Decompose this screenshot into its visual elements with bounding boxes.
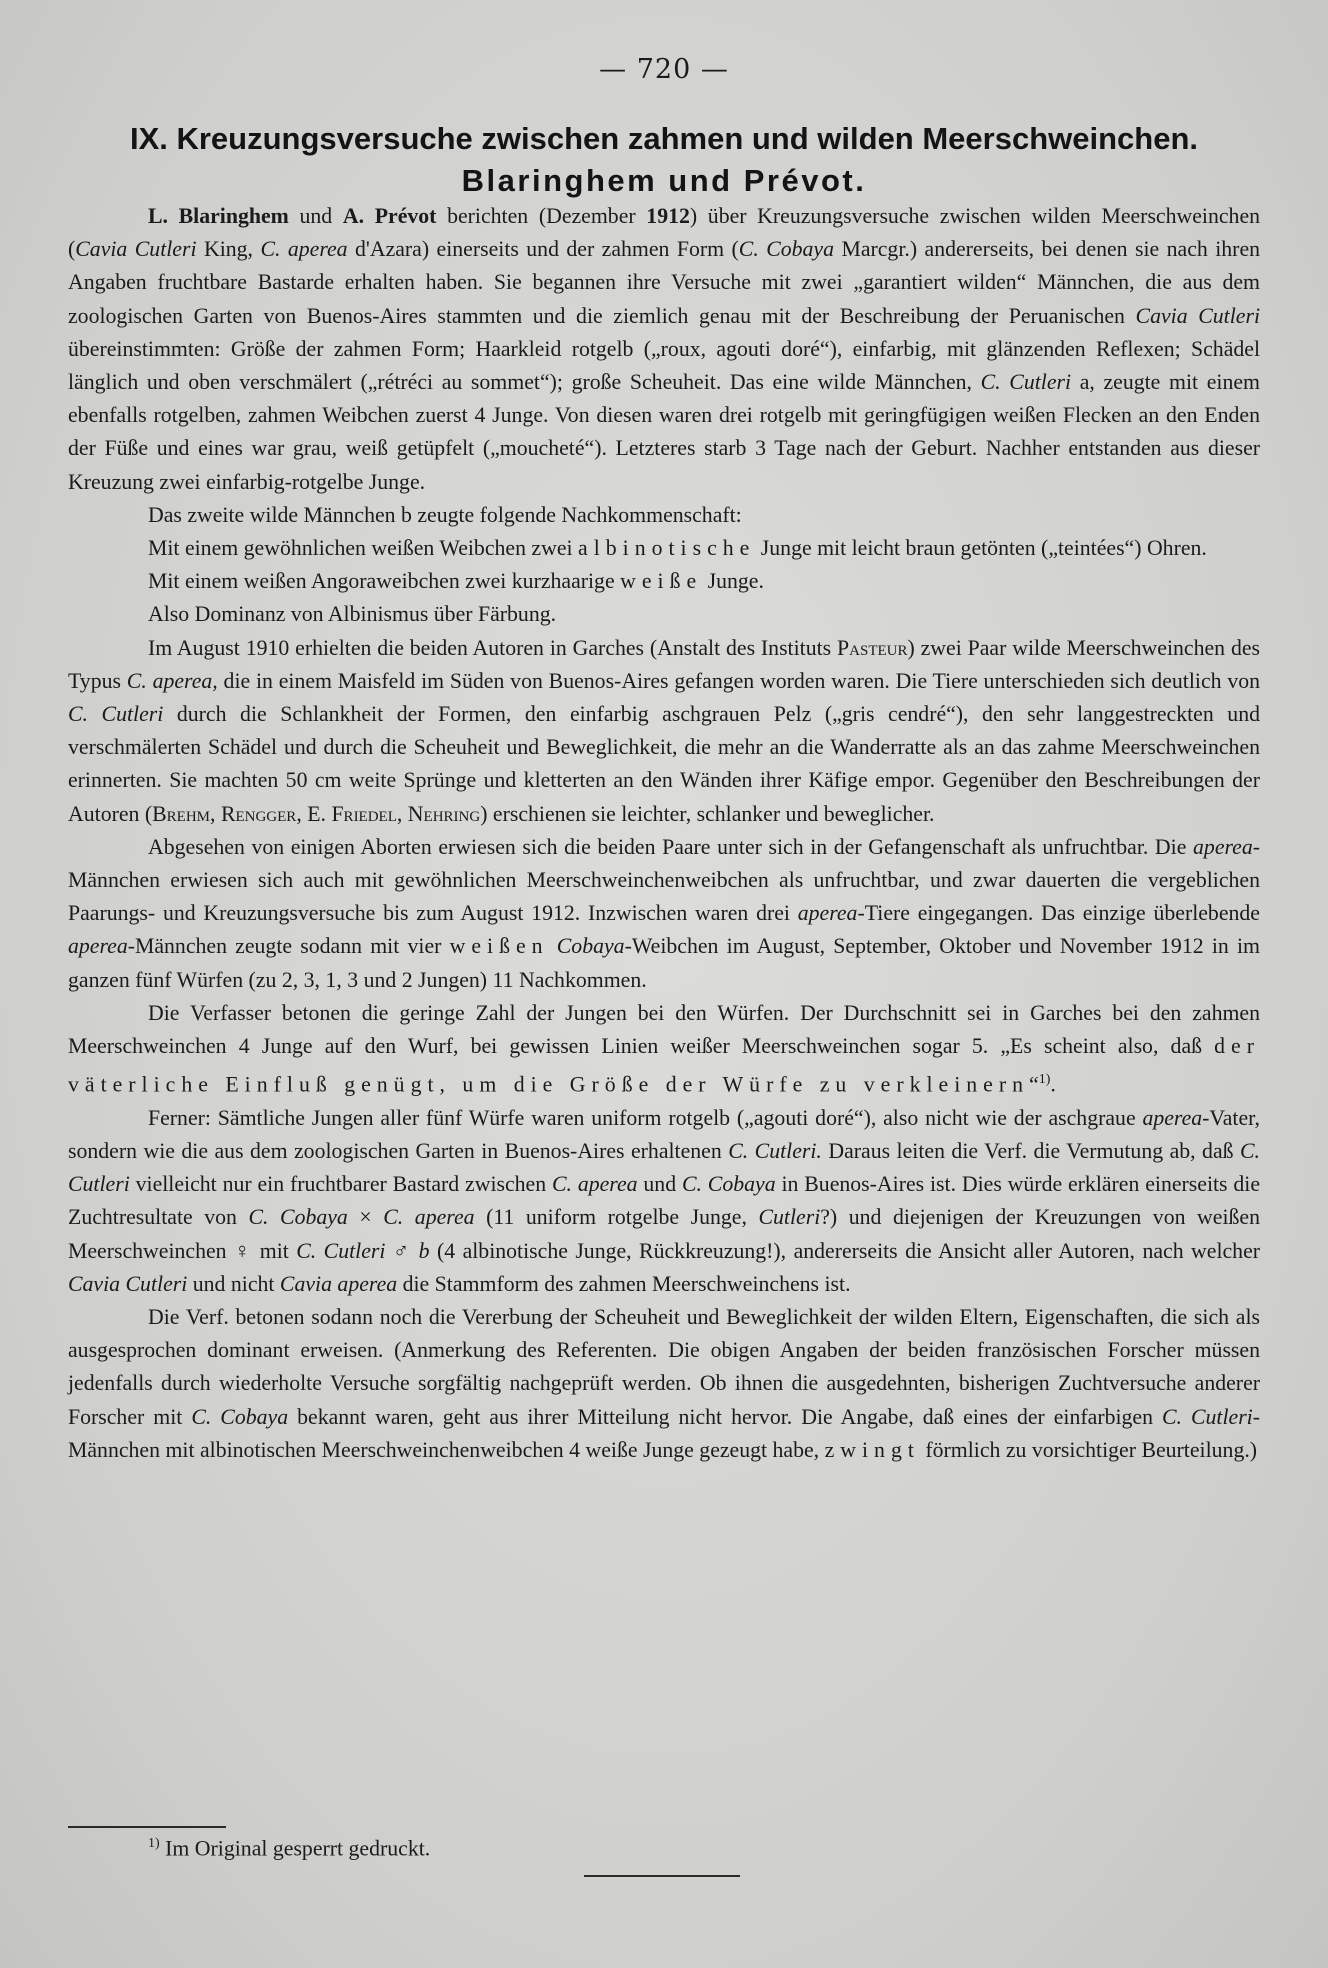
text-run: ) über Kreuzungsversuche zwischen wilden Meerschweinchen (: [68, 204, 1261, 262]
text-run: ) erschienen sie leichter, schlanker und beweglicher.: [480, 801, 935, 826]
species-name: Cavia Cutleri: [68, 1271, 188, 1296]
text-run: .: [1050, 1072, 1056, 1097]
paragraph-8: [68, 997, 1260, 1102]
text-run: die Stammform des zahmen Meerschweinchens ist.: [397, 1271, 851, 1296]
page-number: — 720 —: [599, 54, 729, 85]
footnote-text: Im Original gesperrt gedruckt.: [159, 1836, 431, 1861]
paragraph-3: [68, 532, 1260, 565]
text-run: a, zeugte mit einem ebenfalls rotgelben, zahmen Weibchen zuerst 4 Junge. Von diesen waren drei rotgelb mit geringfügigen weißen Flecken an den Enden der Füße und eines war grau, weiß getüpfelt („moucheté“). Letzteres starb 3 Tage nach der Geburt. Nachher entstanden aus dieser Kreuzung zwei einfarbig-rotgelbe Junge.: [68, 370, 1260, 494]
paragraph-2: Das zweite wilde Männchen b zeugte folgende Nachkommenschaft:: [148, 502, 742, 527]
species-name: C. Cobaya: [191, 1404, 289, 1429]
text-run: Mit einem weißen Angoraweibchen zwei kurzhaarige: [148, 569, 621, 594]
paragraph-6: [68, 632, 1260, 831]
species-name: C. Cutleri: [1162, 1404, 1253, 1429]
article-body: [68, 200, 1260, 1467]
species-name: C. aperea: [383, 1205, 475, 1230]
text-run: und nicht: [187, 1271, 280, 1296]
text-run: Mit einem gewöhnlichen weißen Weibchen zwei: [148, 536, 579, 561]
footnote-ref: 1): [1038, 1072, 1051, 1088]
species-name: C. Cobaya: [738, 237, 835, 262]
species-name: C. aperea: [551, 1172, 638, 1197]
name-rengger: Rengger: [220, 801, 297, 826]
species-name: C. Cutleri: [980, 370, 1072, 395]
species-name: C. aperea: [260, 237, 348, 262]
text-run: -Tiere eingegangen. Das einzige überlebende: [857, 901, 1260, 926]
text-run: Marcgr.) andererseits, bei denen sie nach ihren Angaben fruchtbare Bastarde erhalten haben. Sie begannen ihre Versuche mit zwei „garantiert wilden“ Männchen, die aus dem zoologischen Garten von Buenos-Aires stammten und die ziemlich genau mit der Beschreibung der Peruanischen: [68, 237, 1261, 328]
text-run: [549, 934, 557, 958]
end-rule: [584, 1875, 740, 1877]
text-run: Junge.: [702, 569, 764, 594]
text-run: Ferner: Sämtliche Jungen aller fünf Würfe waren uniform rotgelb („agouti doré“), also nicht wie der aschgraue: [148, 1105, 1143, 1130]
text-run: (11 uniform rotgelbe Junge,: [474, 1205, 759, 1230]
text-run: Abgesehen von einigen Aborten erwiesen sich die beiden Paare unter sich in der Gefangenschaft als unfruchtbar. Die: [148, 834, 1194, 859]
paragraph-1: [68, 200, 1260, 499]
species-name: aperea: [797, 901, 858, 926]
species-name: Cutleri: [758, 1205, 821, 1230]
spaced-emphasis: weiße: [620, 569, 703, 594]
name-friedel: Friedel: [331, 801, 397, 826]
text-run: -Männchen mit albinotischen Meerschweinchenweibchen 4 weiße Junge gezeugt habe,: [68, 1404, 1261, 1462]
text-run: (4 albinotische Junge, Rückkreuzung!), andererseits die Ansicht aller Autoren, nach welcher: [429, 1238, 1261, 1263]
species-name: Cobaya: [556, 934, 625, 959]
text-run: und: [637, 1172, 682, 1197]
text-run: berichten (Dezember: [436, 204, 647, 228]
text-run: Daraus leiten die Verf. die Vermutung ab, daß: [821, 1138, 1240, 1163]
text-run: ,: [396, 801, 408, 826]
paragraph-10: [68, 1301, 1260, 1467]
name-pasteur: Pasteur: [837, 635, 908, 660]
species-name: aperea: [1142, 1105, 1203, 1130]
species-name: aperea: [1193, 834, 1253, 859]
name-brehm: Brehm: [152, 801, 211, 826]
text-run: förmlich zu vorsichtiger Beurteilung.): [919, 1437, 1258, 1462]
title-line-2: Blaringhem und Prévot.: [461, 163, 867, 198]
text-run: 1912: [646, 204, 690, 228]
species-name: aperea: [68, 934, 128, 959]
spaced-emphasis: weißen: [449, 934, 549, 959]
name-nehring: Nehring: [407, 801, 481, 826]
footnote-mark: 1): [148, 1836, 160, 1851]
author-blaringhem: L. Blaringhem: [148, 204, 289, 228]
text-run: ?) und diejenigen der Kreuzungen von weißen Meerschweinchen ♀ mit: [68, 1205, 1260, 1263]
species-name: C. Cobaya: [248, 1205, 348, 1230]
text-run: durch die Schlankheit der Formen, den einfarbig aschgrauen Pelz („gris cendré“), den sehr langgestreckten und verschmälerten Schädel und durch die Scheuheit und Beweglichkeit, die mehr an die Wanderratte als an das zahme Meerschweinchen erinnerten. Sie machten 50 cm weite Sprünge und kletterten an den Wänden ihrer Käfige empor. Gegenüber den Beschreibungen der Autoren (: [68, 702, 1260, 826]
text-run: d'Azara) einerseits und der zahmen Form (: [347, 237, 739, 262]
text-run: “: [1029, 1072, 1039, 1097]
species-name: C. Cobaya: [681, 1172, 776, 1197]
text-run: in Buenos-Aires ist. Dies würde erklären einerseits die Zuchtresultate von: [68, 1172, 1261, 1230]
species-name: C. Cutleri.: [728, 1138, 822, 1163]
species-name: Cavia Cutleri: [75, 237, 197, 262]
section-title: [68, 118, 1260, 202]
species-name: Cavia aperea: [279, 1271, 398, 1296]
species-name: C. Cutleri: [68, 1138, 1260, 1197]
text-run: die in einem Maisfeld im Süden von Buenos-Aires gefangen worden waren. Die Tiere unterschieden sich deutlich von: [217, 668, 1261, 693]
text-run: vielleicht nur ein fruchtbarer Bastard zwischen: [129, 1172, 552, 1197]
title-line-1: IX. Kreuzungsversuche zwischen zahmen und wilden Meerschweinchen.: [129, 121, 1199, 156]
text-run: ) zwei Paar wilde Meerschweinchen des Typus: [68, 635, 1260, 693]
footnote-divider: [68, 1826, 226, 1828]
text-run: Die Verfasser betonen die geringe Zahl der Jungen bei den Würfen. Der Durchschnitt sei in Garches bei den zahmen Meerschweinchen 4 Junge auf den Wurf, bei gewissen Linien weißer Meerschweinchen sogar 5. „Es scheint also, daß: [68, 1000, 1260, 1059]
spaced-emphasis: albinotische: [578, 536, 756, 561]
species-name: C. Cutleri ♂ b: [296, 1238, 430, 1263]
text-run: -Vater, sondern wie die aus dem zoologischen Garten in Buenos-Aires erhaltenen: [68, 1105, 1260, 1163]
species-name: C. Cutleri: [68, 702, 164, 727]
text-run: -Männchen erwiesen sich auch mit gewöhnlichen Meerschweinchenweibchen als unfruchtbar, und zwar dauerten die vergeblichen Paarungs- und Kreuzungsversuche bis zum August 1912. Inzwischen waren drei: [68, 834, 1260, 926]
text-run: ,: [210, 801, 221, 826]
author-prevot: A. Prévot: [342, 204, 437, 228]
text-run: übereinstimmten: Größe der zahmen Form; Haarkleid rotgelb („roux, agouti doré“), einfarbig, mit glänzenden Reflexen; Schädel länglich und oben verschmälert („rétréci au sommet“); große Scheuheit. Das eine wilde Männchen,: [68, 336, 1260, 395]
text-run: , E.: [296, 801, 332, 826]
paragraph-5: Also Dominanz von Albinismus über Färbung.: [148, 602, 557, 627]
text-run: -Männchen zeugte sodann mit vier: [127, 934, 450, 959]
text-run: Junge mit leicht braun getönten („teintées“) Ohren.: [755, 536, 1207, 561]
paragraph-7: [68, 831, 1260, 997]
species-name: Cavia Cutleri: [1135, 303, 1260, 328]
text-run: King,: [196, 237, 261, 262]
text-run: und: [288, 204, 343, 228]
cross-symbol: ×: [347, 1205, 384, 1230]
spaced-emphasis: der väterliche Einfluß genügt, um die Größe der Würfe zu verkleinern: [68, 1034, 1260, 1097]
paragraph-4: [68, 565, 1260, 598]
paragraph-9: [68, 1102, 1260, 1301]
species-name: C. aperea,: [126, 668, 218, 693]
spaced-emphasis: zwingt: [824, 1437, 920, 1462]
text-run: Die Verf. betonen sodann noch die Vererbung der Scheuheit und Beweglichkeit der wilden Eltern, Eigenschaften, die sich als ausgesprochen dominant erweisen. (Anmerkung des Referenten. Die obigen Angaben der beiden französischen Forscher müssen jedenfalls durch wiederholte Versuche sorgfältig nachgeprüft werden. Ob ihnen die ausgedehnten, bisherigen Zuchtversuche anderer Forscher mit: [68, 1304, 1260, 1429]
footnote: [148, 1836, 430, 1861]
text-run: -Weibchen im August, September, Oktober und November 1912 in im ganzen fünf Würfen (zu 2, 3, 1, 3 und 2 Jungen) 11 Nachkommen.: [68, 934, 1260, 992]
text-run: bekannt waren, geht aus ihrer Mitteilung nicht hervor. Die Angabe, daß eines der einfarbigen: [288, 1404, 1162, 1429]
text-run: Im August 1910 erhielten die beiden Autoren in Garches (Anstalt des Instituts: [148, 635, 838, 660]
